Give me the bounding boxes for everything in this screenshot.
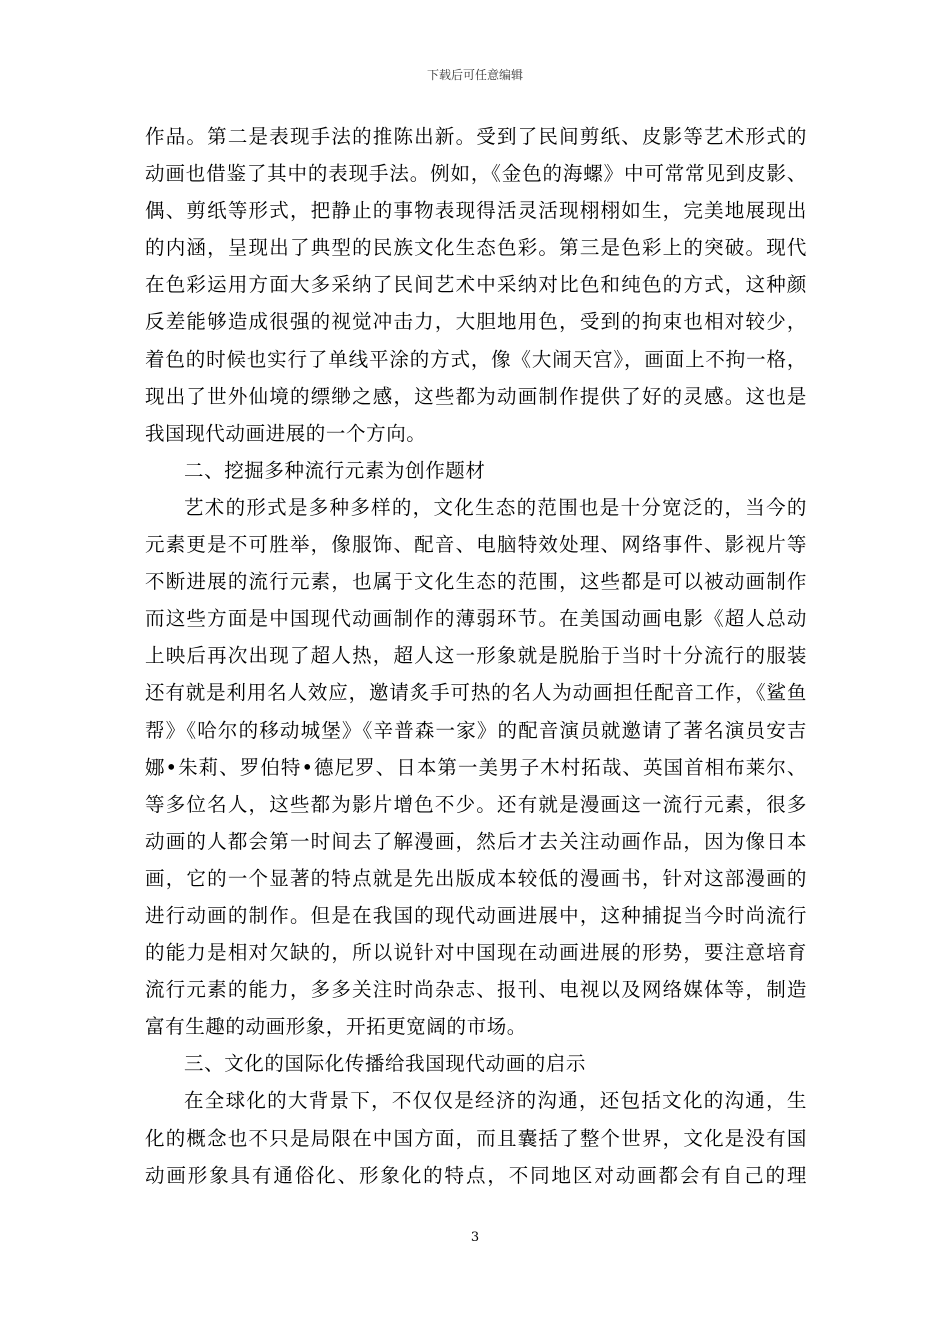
text-line: 画，它的一个显著的特点就是先出版成本较低的漫画书，针对这部漫画的 [145,866,807,890]
text-line: 娜•朱莉、罗伯特•德尼罗、日本第一美男子木村拓哉、英国首相布莱尔、 [145,755,807,779]
section-heading: 三、文化的国际化传播给我国现代动画的启示 [184,1052,587,1076]
text-line: 在全球化的大背景下，不仅仅是经济的沟通，还包括文化的沟通，生 [184,1089,807,1113]
text-line: 反差能够造成很强的视觉冲击力，大胆地用色，受到的拘束也相对较少， [145,310,807,334]
text-line: 动画形象具有通俗化、形象化的特点，不同地区对动画都会有自己的理 [145,1163,807,1187]
text-line: 而这些方面是中国现代动画制作的薄弱环节。在美国动画电影《超人总动 [145,607,807,631]
text-line: 化的概念也不只是局限在中国方面，而且囊括了整个世界，文化是没有国 [145,1126,807,1150]
text-line: 动画也借鉴了其中的表现手法。例如，《金色的海螺》中可常常见到皮影、 [145,162,807,186]
page-number: 3 [470,1230,480,1245]
text-line: 元素更是不可胜举，像服饰、配音、电脑特效处理、网络事件、影视片等 [145,533,807,557]
text-line: 不断进展的流行元素，也属于文化生态的范围，这些都是可以被动画制作 [145,570,807,594]
text-line: 还有就是利用名人效应，邀请炙手可热的名人为动画担任配音工作，《鲨鱼 [145,681,807,705]
text-line: 流行元素的能力，多多关注时尚杂志、报刊、电视以及网络媒体等，制造 [145,978,807,1002]
section-heading: 二、挖掘多种流行元素为创作题材 [184,458,486,482]
text-line: 的内涵，呈现出了典型的民族文化生态色彩。第三是色彩上的突破。现代 [145,236,807,260]
text-line: 动画的人都会第一时间去了解漫画，然后才去关注动画作品，因为像日本 [145,829,807,853]
text-line: 帮》《哈尔的移动城堡》《辛普森一家》的配音演员就邀请了著名演员安吉 [145,718,807,742]
text-line: 偶、剪纸等形式，把静止的事物表现得活灵活现栩栩如生，完美地展现出 [145,199,807,223]
text-line: 在色彩运用方面大多采纳了民间艺术中采纳对比色和纯色的方式，这种颜 [145,273,807,297]
text-line: 着色的时候也实行了单线平涂的方式，像《大闹天宫》，画面上不拘一格， [145,347,807,371]
text-line: 现出了世外仙境的缥缈之感，这些都为动画制作提供了好的灵感。这也是 [145,384,807,408]
text-line: 进行动画的制作。但是在我国的现代动画进展中，这种捕捉当今时尚流行 [145,903,807,927]
text-line: 艺术的形式是多种多样的，文化生态的范围也是十分宽泛的，当今的 [184,495,807,519]
text-line: 富有生趣的动画形象，开拓更宽阔的市场。 [145,1015,527,1039]
body-text [145,118,807,1194]
text-line: 我国现代动画进展的一个方向。 [145,421,427,445]
text-line: 的能力是相对欠缺的，所以说针对中国现在动画进展的形势，要注意培育 [145,941,807,965]
text-line: 上映后再次出现了超人热，超人这一形象就是脱胎于当时十分流行的服装 [145,644,807,668]
page-header: 下载后可任意编辑 [426,68,523,82]
text-line: 等多位名人，这些都为影片增色不少。还有就是漫画这一流行元素，很多 [145,792,807,816]
text-line: 作品。第二是表现手法的推陈出新。受到了民间剪纸、皮影等艺术形式的 [145,125,807,148]
